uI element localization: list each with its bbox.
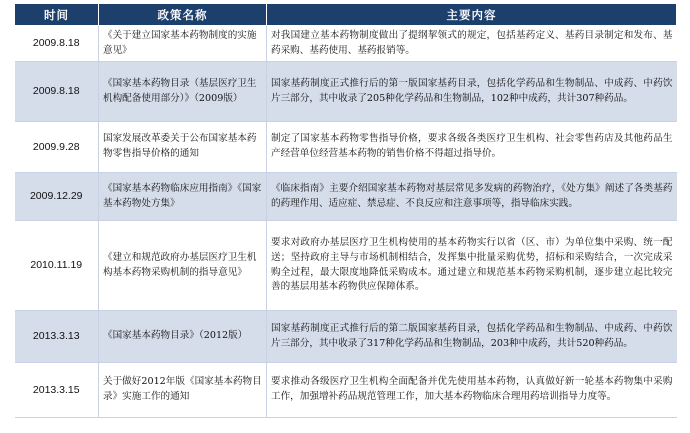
row-policy-name: 《国家基本药物临床应用指南》《国家基本药物处方集》 [99,173,267,221]
table-row [15,363,677,418]
row-policy-name: 国家发展改革委关于公布国家基本药物零售指导价格的通知 [99,122,267,173]
table-row [15,62,677,122]
table-row [15,311,677,363]
table-body [15,26,677,418]
row-content: 国家基药制度正式推行后的第二版国家基药目录，包括化学药品和生物制品、中成药、中药饮片三部分，其中收录了317种化学药品和生物制品，203种中成药，共计520种药品。 [267,311,677,363]
row-policy-name: 关于做好2012年版《国家基本药物目录》实施工作的通知 [99,363,267,418]
row-content: 对我国建立基本药物制度做出了提纲挈领式的规定，包括基药定义、基药目录制定和发布、基药采购、基药使用、基药报销等。 [267,26,677,62]
row-content: 国家基药制度正式推行后的第一版国家基药目录，包括化学药品和生物制品、中成药、中药饮片三部分，其中收录了205种化学药品和生物制品，102种中成药，共计307种药品。 [267,62,677,122]
header-row [15,4,677,26]
row-date: 2009.8.18 [15,62,99,122]
row-content: 《临床指南》主要介绍国家基本药物对基层常见多发病的药物治疗，《处方集》阐述了各类基药的药理作用、适应症、禁忌症、不良反应和注意事项等，指导临床实践。 [267,173,677,221]
table-header [15,4,677,26]
row-policy-name: 《关于建立国家基本药物制度的实施意见》 [99,26,267,62]
table-row [15,122,677,173]
row-date: 2009.8.18 [15,26,99,62]
table-row [15,26,677,62]
row-date: 2009.9.28 [15,122,99,173]
header-date: 时间 [15,4,99,26]
table-row [15,173,677,221]
row-policy-name: 《国家基本药物目录》（2012版） [99,311,267,363]
header-main-content: 主要内容 [267,4,677,26]
row-policy-name: 《国家基本药物目录（基层医疗卫生机构配备使用部分）》（2009版） [99,62,267,122]
row-date: 2013.3.15 [15,363,99,418]
row-content: 要求对政府办基层医疗卫生机构使用的基本药物实行以省（区、市）为单位集中采购、统一配送；坚持政府主导与市场机制相结合，发挥集中批量采购优势，招标和采购结合，一次完成采购全过程，最大限度地降低采购成本。通过建立和规范基本药物采购机制，逐步建立起比较完善的基层用基本药物供应保障体系。 [267,221,677,311]
row-content: 制定了国家基本药物零售指导价格，要求各级各类医疗卫生机构、社会零售药店及其他药品生产经营单位经营基本药物的销售价格不得超过指导价。 [267,122,677,173]
row-content: 要求推动各级医疗卫生机构全面配备并优先使用基本药物，认真做好新一轮基本药物集中采购工作，加强增补药品规范管理工作，加大基本药物临床合理用药培训指导力度等。 [267,363,677,418]
row-date: 2010.11.19 [15,221,99,311]
row-policy-name: 《建立和规范政府办基层医疗卫生机构基本药物采购机制的指导意见》 [99,221,267,311]
row-date: 2013.3.13 [15,311,99,363]
policy-table [14,3,677,418]
header-policy-name: 政策名称 [99,4,267,26]
row-date: 2009.12.29 [15,173,99,221]
table-row [15,221,677,311]
